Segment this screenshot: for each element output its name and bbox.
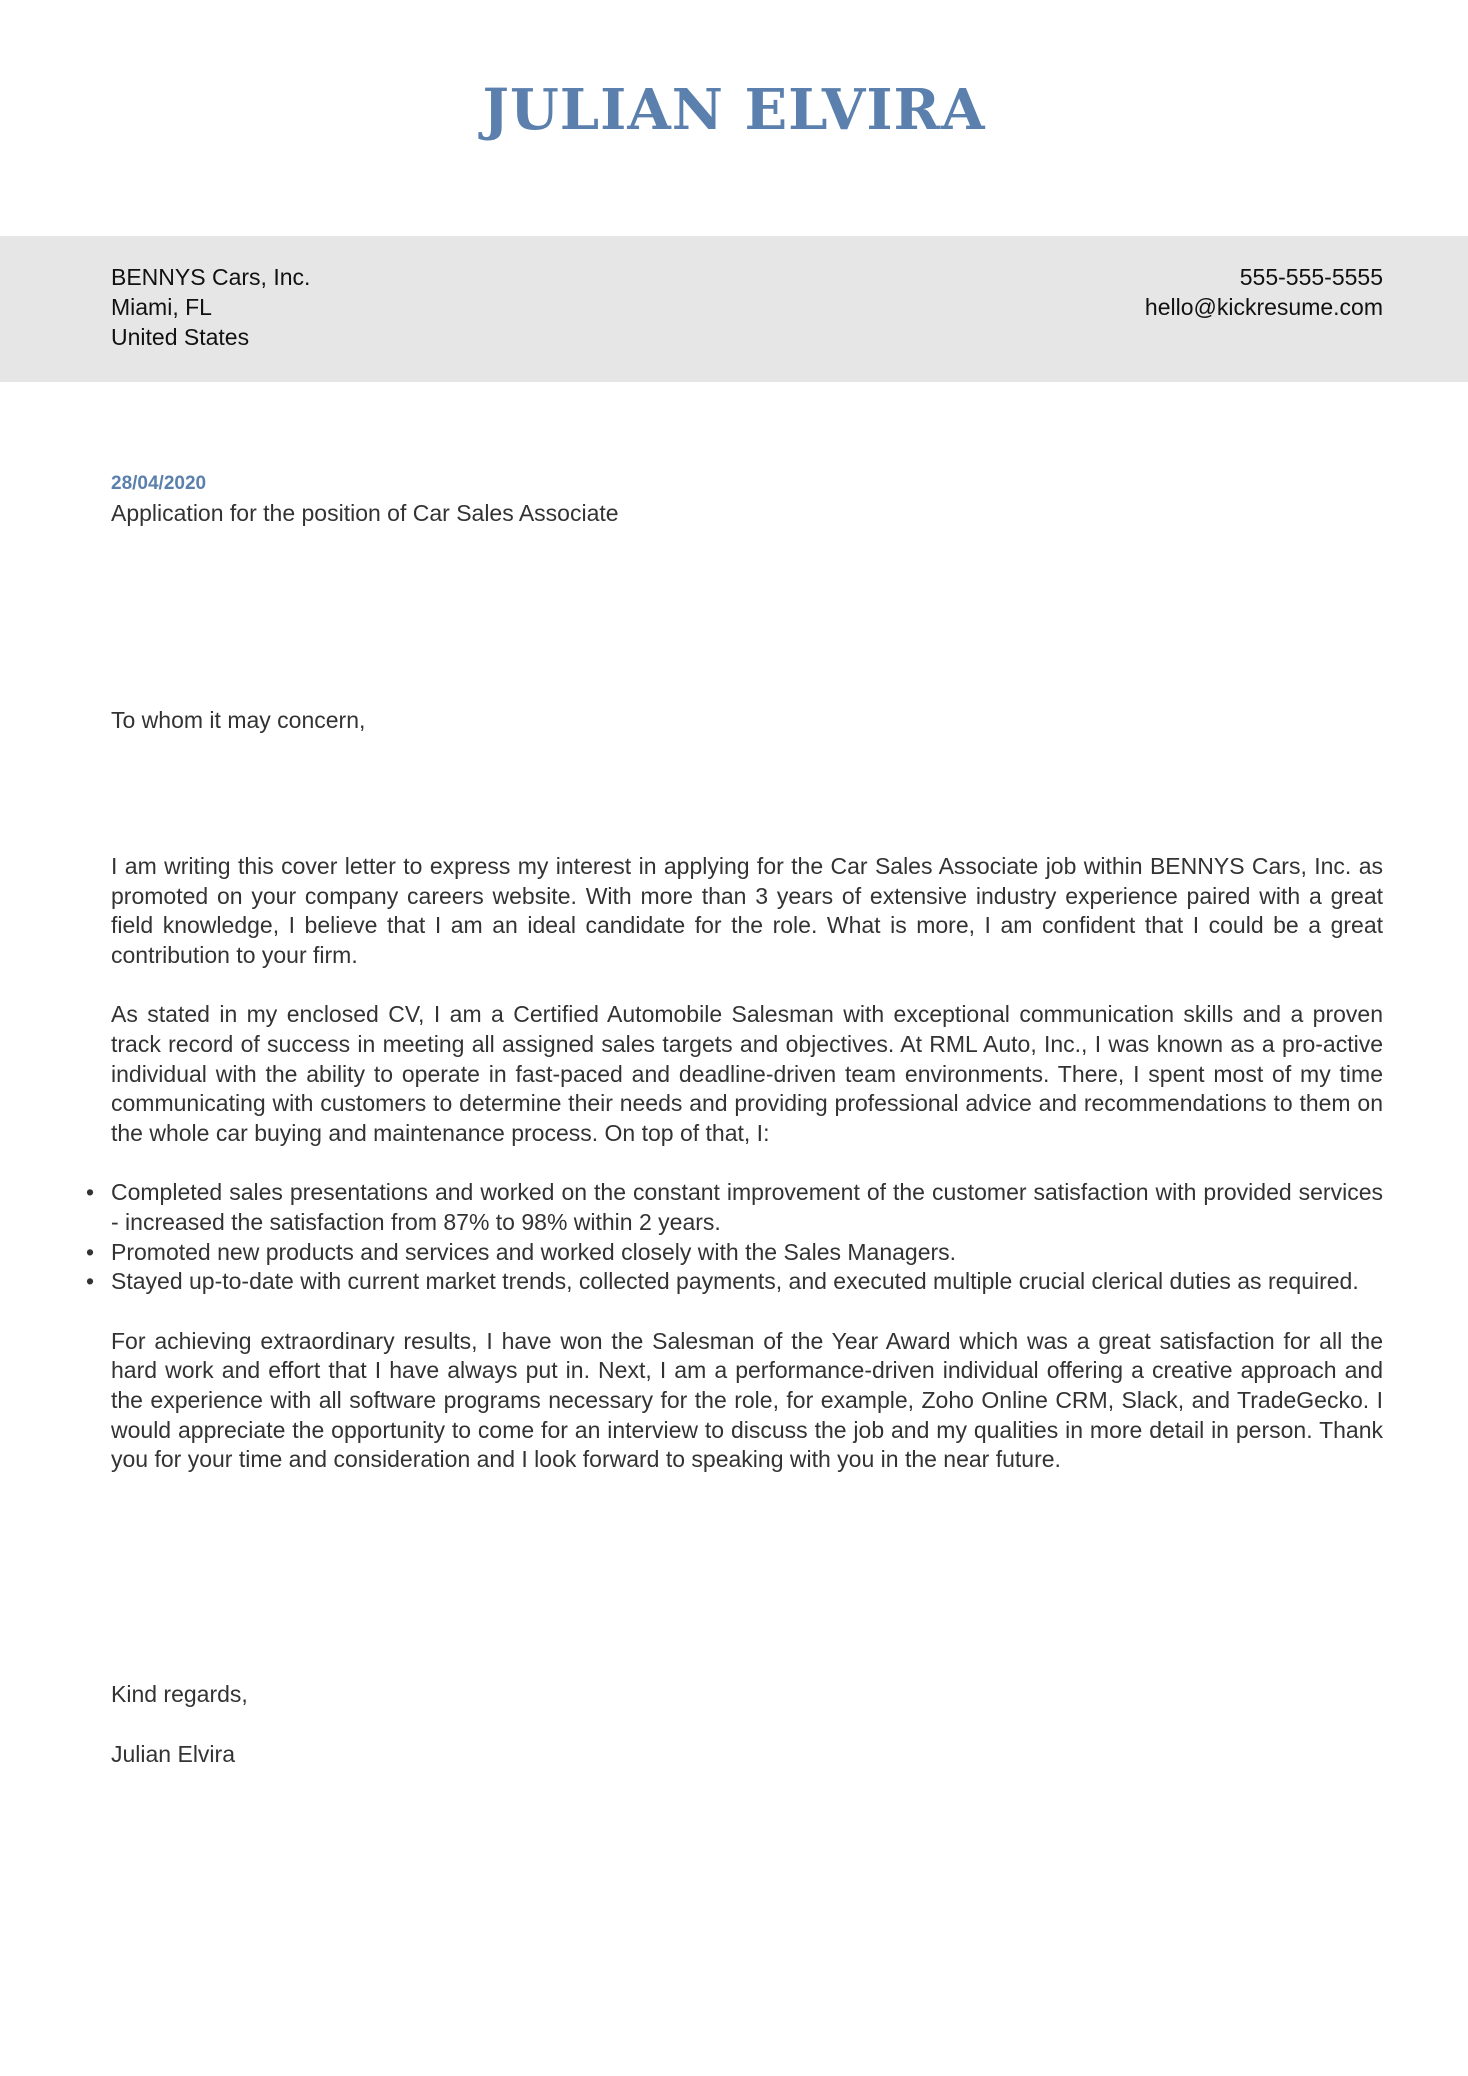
letter-signature: Julian Elvira [111,1741,235,1767]
body-paragraph: I am writing this cover letter to express my interest in applying for the Car Sales Associate job within BENNYS Cars, Inc. as promoted on your company careers website. With more than 3 years of extensive industry experience paired with a great field knowledge, I believe that I am an ideal candidate for the role. What is more, I am confident that I could be a great contribution to your firm. [111,853,1383,968]
list-item [86,1178,1383,1237]
list-item-text: Completed sales presentations and worked on the constant improvement of the customer satisfaction with provided services - increased the satisfaction from 87% to 98% within 2 years. [111,1179,1383,1235]
bullet-icon: • [86,1179,95,1206]
list-item-text: Stayed up-to-date with current market trends, collected payments, and executed multiple crucial clerical duties as required. [111,1268,1359,1295]
applicant-name: JULIAN ELVIRA [482,77,986,143]
list-item [86,1238,1383,1268]
letter-date: 28/04/2020 [111,473,207,494]
recipient-address [111,262,310,352]
list-item [86,1267,1383,1297]
sender-contact [1145,262,1383,322]
recipient-country: United States [111,324,250,350]
letter-greeting: To whom it may concern, [111,707,366,733]
email-address: hello@kickresume.com [1144,294,1383,320]
bullet-icon: • [86,1268,95,1295]
achievements-list [86,1178,1383,1296]
recipient-company: BENNYS Cars, Inc. [111,264,311,290]
letter-subject: Application for the position of Car Sales Associate [111,500,619,526]
letter-closing: Kind regards, [111,1681,248,1707]
recipient-city: Miami, FL [111,294,212,320]
body-paragraph: As stated in my enclosed CV, I am a Certified Automobile Salesman with exceptional communication skills and a proven track record of success in meeting all assigned sales targets and objectives. At RML Auto, Inc., I was known as a pro-active individual with the ability to operate in fast-paced and deadline-driven team environments. There, I spent most of my time communicating with customers to determine their needs and providing professional advice and recommendations to them on the whole car buying and maintenance process. On top of that, I: [111,1001,1383,1146]
body-paragraph: For achieving extraordinary results, I have won the Salesman of the Year Award which was a great satisfaction for all the hard work and effort that I have always put in. Next, I am a performance-driven individual offering a creative approach and the experience with all software programs necessary for the role, for example, Zoho Online CRM, Slack, and TradeGecko. I would appreciate the opportunity to come for an interview to discuss the job and my qualities in more detail in person. Thank you for your time and consideration and I look forward to speaking with you in the near future. [111,1327,1383,1473]
phone-number: 555-555-5555 [1239,264,1383,290]
letter-body [86,852,1383,1505]
list-item-text: Promoted new products and services and worked closely with the Sales Managers. [111,1238,957,1265]
bullet-icon: • [86,1238,95,1265]
